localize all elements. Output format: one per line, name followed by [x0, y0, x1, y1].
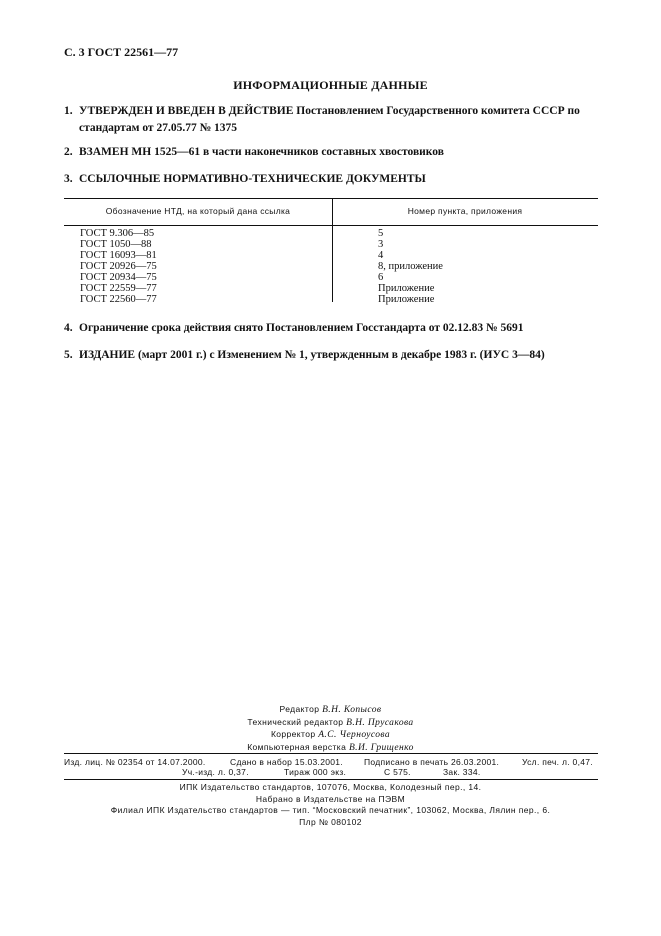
info-item-1: [64, 103, 604, 137]
table-doc-column: [80, 228, 157, 305]
credit-editor: Редактор В.Н. Копысов: [279, 704, 382, 715]
table-cell-doc: ГОСТ 22560—77: [80, 294, 157, 305]
info-item-2: [64, 144, 604, 161]
item-text: ССЫЛОЧНЫЕ НОРМАТИВНО-ТЕХНИЧЕСКИЕ ДОКУМЕНТЫ: [79, 173, 426, 185]
section-title: ИНФОРМАЦИОННЫЕ ДАННЫЕ: [233, 78, 428, 92]
footer-line: Набрано в Издательстве на ПЭВМ: [255, 793, 406, 804]
pub-signed: Подписано в печать 26.03.2001.: [364, 757, 500, 767]
table-cell-ref: 8, приложение: [378, 261, 443, 272]
item-number: 4.: [64, 322, 73, 334]
table-cell-doc: ГОСТ 16093—81: [80, 250, 157, 261]
pub-c-number: С 575.: [384, 767, 411, 777]
item-number: 1.: [64, 105, 73, 117]
item-number: 2.: [64, 146, 73, 158]
publisher-footer: [0, 782, 661, 828]
info-item-3: [64, 171, 604, 188]
table-cell-doc: ГОСТ 20926—75: [80, 261, 157, 272]
table-header-rule: [64, 225, 598, 226]
table-cell-ref: 4: [378, 250, 384, 261]
credit-proofreader: Корректор А.С. Черноусова: [270, 729, 391, 740]
item-number: 3.: [64, 173, 73, 185]
footer-line: Филиал ИПК Издательство стандартов — тип. “Московский печатник”, 103062, Москва, Лялин пер., 6.: [110, 805, 551, 815]
item-text: УТВЕРЖДЕН И ВВЕДЕН В ДЕЙСТВИЕ Постановлением Государственного комитета СССР по: [79, 105, 580, 117]
table-cell-doc: ГОСТ 1050—88: [80, 239, 152, 250]
table-cell-doc: ГОСТ 22559—77: [80, 283, 157, 294]
item-text: ВЗАМЕН МН 1525—61 в части наконечников составных хвостовиков: [79, 146, 444, 158]
table-cell-ref: Приложение: [378, 283, 435, 294]
item-text: Ограничение срока действия снято Постановлением Госстандарта от 02.12.83 № 5691: [79, 322, 524, 334]
table-cell-doc: ГОСТ 9.306—85: [80, 228, 155, 239]
imprint-rule-bottom: [64, 779, 598, 780]
table-cell-doc: ГОСТ 20934—75: [80, 272, 157, 283]
footer-line: ИПК Издательство стандартов, 107076, Москва, Колодезный пер., 14.: [179, 782, 482, 792]
imprint-rule-top: [64, 753, 598, 754]
table-cell-ref: 3: [378, 239, 384, 250]
pub-sent: Сдано в набор 15.03.2001.: [230, 757, 343, 767]
page-header: С. 3 ГОСТ 22561—77: [64, 45, 179, 59]
table-cell-ref: 5: [378, 228, 384, 239]
item-text-continuation: стандартам от 27.05.77 № 1375: [79, 122, 238, 134]
pub-circulation: Тираж 000 экз.: [284, 767, 347, 777]
pub-order: Зак. 334.: [443, 767, 481, 777]
table-cell-ref: 6: [378, 272, 384, 283]
item-number: 5.: [64, 349, 73, 361]
table-ref-column: [378, 228, 443, 305]
imprint-credits: [0, 704, 661, 754]
credit-layout: Компьютерная верстка В.И. Грищенко: [247, 741, 414, 753]
info-item-5: [64, 347, 604, 364]
credit-tech-editor: Технический редактор В.Н. Прусакова: [247, 716, 414, 728]
table-header-clause: Номер пункта, приложения: [407, 206, 523, 216]
table-cell-ref: Приложение: [378, 294, 435, 305]
item-text: ИЗДАНИЕ (март 2001 г.) с Изменением № 1, утвержденным в декабре 1983 г. (ИУС 3—84): [79, 349, 545, 361]
table-top-rule: [64, 198, 598, 199]
footer-line: Плр № 080102: [299, 816, 362, 827]
pub-license: Изд. лиц. № 02354 от 14.07.2000.: [64, 757, 206, 767]
pub-edition-sheets: Уч.-изд. л. 0,37.: [182, 767, 249, 777]
pub-print-sheets: Усл. печ. л. 0,47.: [522, 757, 593, 767]
table-header-designation: Обозначение НТД, на который дана ссылка: [105, 206, 291, 216]
info-item-4: [64, 320, 604, 337]
